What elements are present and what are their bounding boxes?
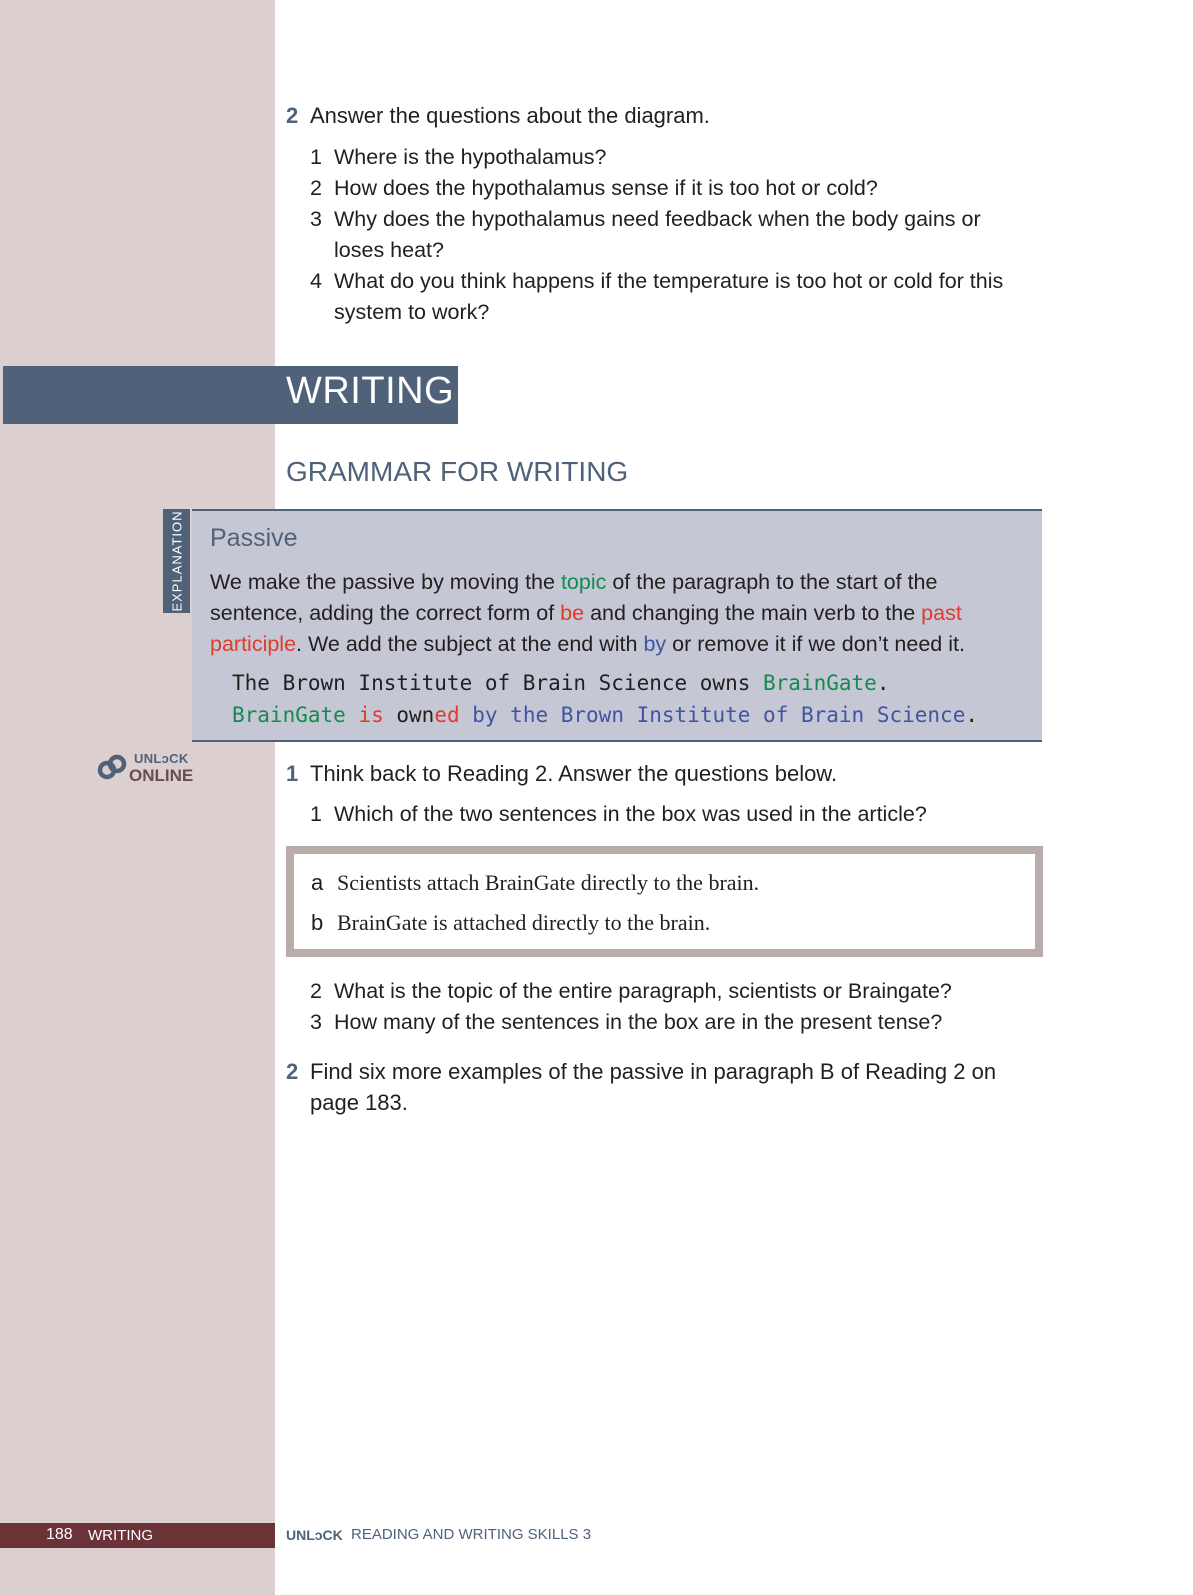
exercise-number: 2 bbox=[286, 103, 299, 128]
explanation-tab: EXPLANATION bbox=[163, 509, 190, 613]
footer-series: READING AND WRITING SKILLS 3 bbox=[351, 1526, 592, 1543]
list-item: 2 What is the topic of the entire paragraph, scientists or Braingate? bbox=[310, 979, 952, 1003]
example-sentence-passive: BrainGate is owned by the Brown Institute of Brain Science. bbox=[232, 703, 978, 727]
exercise-1-instruction: 1 Think back to Reading 2. Answer the questions below. bbox=[286, 761, 838, 786]
exercise-number: 1 bbox=[286, 761, 299, 786]
example-sentence-active: The Brown Institute of Brain Science owns BrainGate. bbox=[232, 671, 890, 695]
page-number: 188 bbox=[46, 1526, 73, 1543]
link-icon bbox=[97, 752, 127, 782]
sentence-box bbox=[286, 846, 1043, 957]
footer-section: WRITING bbox=[88, 1527, 153, 1544]
exercise-2-instruction: 2 Find six more examples of the passive in paragraph B of Reading 2 on page 183. bbox=[286, 1056, 1000, 1118]
explanation-paragraph: We make the passive by moving the topic of the paragraph to the start of the sentence, adding the correct form of be and changing the main verb to the past participle. We add the subject at the end with by or remove it if we don’t need it. bbox=[210, 570, 965, 656]
sentence-b: b BrainGate is attached directly to the brain. bbox=[311, 910, 711, 935]
section-title: WRITING bbox=[286, 370, 455, 412]
explanation-heading: Passive bbox=[210, 524, 298, 552]
list-item: 3 How many of the sentences in the box are in the present tense? bbox=[310, 1010, 943, 1034]
list-item: 1 Which of the two sentences in the box was used in the article? bbox=[310, 802, 927, 826]
sentence-a: a Scientists attach BrainGate directly to the brain. bbox=[311, 870, 760, 895]
unlock-online-logo[interactable]: UNLɔCK ONLINE bbox=[97, 750, 197, 790]
list-item: 2 How does the hypothalamus sense if it is too hot or cold? bbox=[310, 176, 878, 200]
left-margin-column bbox=[0, 0, 275, 1595]
exercise-2-instruction: 2 Answer the questions about the diagram. bbox=[286, 103, 710, 128]
footer-brand: UNLɔCK bbox=[286, 1527, 343, 1543]
subsection-title: GRAMMAR FOR WRITING bbox=[286, 456, 629, 487]
list-item: 1 Where is the hypothalamus? bbox=[310, 145, 607, 169]
list-item: 3 Why does the hypothalamus need feedback when the body gains or loses heat? bbox=[310, 207, 981, 262]
exercise-number: 2 bbox=[286, 1059, 299, 1084]
list-item: 4 What do you think happens if the temperature is too hot or cold for this system to work? bbox=[310, 269, 1004, 324]
